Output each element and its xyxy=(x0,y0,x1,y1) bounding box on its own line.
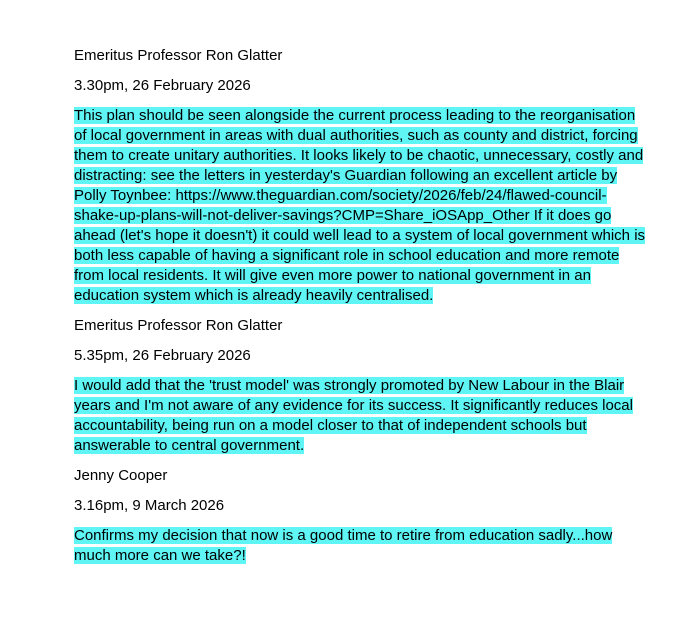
comment-text xyxy=(74,106,646,306)
comment-author: Emeritus Professor Ron Glatter xyxy=(74,317,283,334)
comments-document xyxy=(74,46,646,576)
highlighted-comment-text: Confirms my decision that now is a good time to retire from education sadly...how much more can we take?! xyxy=(74,527,613,564)
comment-author: Emeritus Professor Ron Glatter xyxy=(74,47,283,64)
comment-text xyxy=(74,376,646,456)
highlighted-comment-text: I would add that the 'trust model' was strongly promoted by New Labour in the Blair years and I'm not aware of any evidence for its success. It significantly reduces local accountability, being run on a model closer to that of independent schools but answerable to central government. xyxy=(74,377,633,454)
comment-text xyxy=(74,526,646,566)
comment-author: Jenny Cooper xyxy=(74,467,168,484)
comment-timestamp: 3.30pm, 26 February 2026 xyxy=(74,77,251,94)
comment-block xyxy=(74,46,646,306)
highlighted-comment-text: This plan should be seen alongside the current process leading to the reorganisation of local government in areas with dual authorities, such as county and district, forcing them to create unitary authorities. It looks likely to be chaotic, unnecessary, costly and distracting: see the letters in yesterday's Guardian following an excellent article by Polly Toynbee: https://www.theguardian.com/society/2026/feb/24/flawed-council-shake-up-plans-will-not-deliver-savings?CMP=Share_iOSApp_Other If it does go ahead (let's hope it doesn't) it could well lead to a system of local government which is both less capable of having a significant role in school education and more remote from local residents. It will give even more power to national government in an education system which is already heavily centralised. xyxy=(74,107,646,304)
comment-timestamp: 3.16pm, 9 March 2026 xyxy=(74,497,225,514)
comment-block xyxy=(74,316,646,456)
comment-block xyxy=(74,466,646,566)
comment-timestamp: 5.35pm, 26 February 2026 xyxy=(74,347,251,364)
